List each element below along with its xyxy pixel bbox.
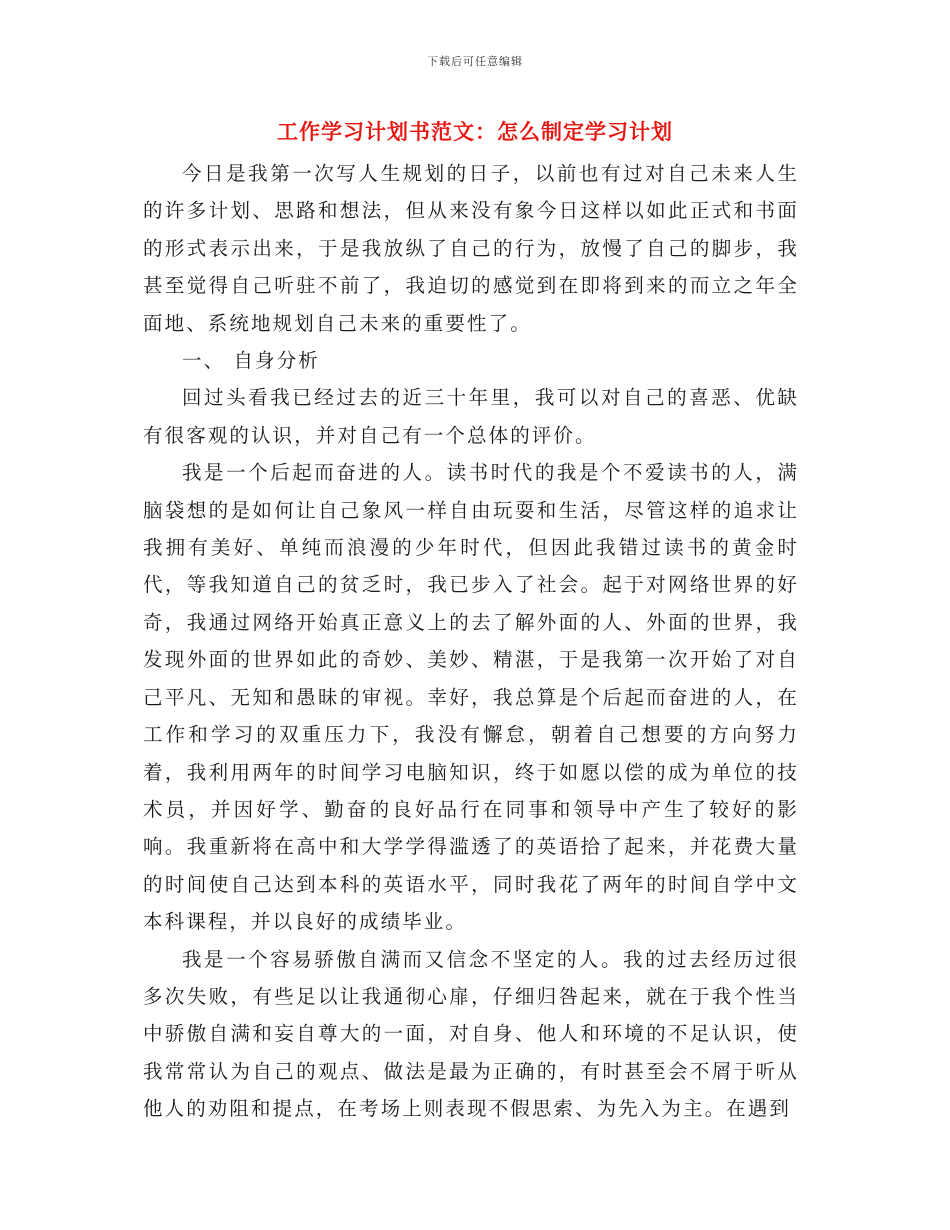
section-heading: 一、 自身分析 [182,349,320,373]
paragraph-late-starter: 我是一个后起而奋进的人。读书时代的我是个不爱读书的人，满脑袋想的是如何让自己象风一样自由玩耍和生活，尽管这样的追求让我拥有美好、单纯而浪漫的少年时代，但因此我错过读书的黄金时代，等我知道自己的贫乏时，我已步入了社会。起于对网络世界的好奇，我通过网络开始真正意义上的去了解外面的人、外面的世界，我发现外面的世界如此的奇妙、美妙、精湛，于是我第一次开始了对自己平凡、无知和愚昧的审视。幸好，我总算是个后起而奋进的人，在工作和学习的双重压力下，我没有懈怠，朝着自己想要的方向努力着，我利用两年的时间学习电脑知识，终于如愿以偿的成为单位的技术员，并因好学、勤奋的良好品行在同事和领导中产生了较好的影响。我重新将在高中和大学学得滥透了的英语拾了起来，并花费大量的时间使自己达到本科的英语水平，同时我花了两年的时间自学中文本科课程，并以良好的成绩毕业。 [143,461,799,934]
header-note: 下载后可任意编辑 [427,55,523,68]
document-body [143,155,799,1128]
paragraph-intro: 今日是我第一次写人生规划的日子，以前也有过对自己未来人生的许多计划、思路和想法，但从来没有象今日这样以如此正式和书面的形式表示出来，于是我放纵了自己的行为，放慢了自己的脚步，我甚至觉得自己听驻不前了，我迫切的感觉到在即将到来的而立之年全面地、系统地规划自己未来的重要性了。 [143,162,799,335]
paragraph-pride: 我是一个容易骄傲自满而又信念不坚定的人。我的过去经历过很多次失败，有些足以让我通彻心扉，仔细归咎起来，就在于我个性当中骄傲自满和妄自尊大的一面，对自身、他人和环境的不足认识，使我常常认为自己的观点、做法是最为正确的，有时甚至会不屑于听从他人的劝阻和提点，在考场上则表现不假思索、为先入为主。在遇到 [143,947,799,1121]
paragraph-self-review: 回过头看我已经过去的近三十年里，我可以对自己的喜恶、优缺有很客观的认识，并对自己有一个总体的评价。 [143,386,799,447]
document-title: 工作学习计划书范文：怎么制定学习计划 [277,119,673,144]
